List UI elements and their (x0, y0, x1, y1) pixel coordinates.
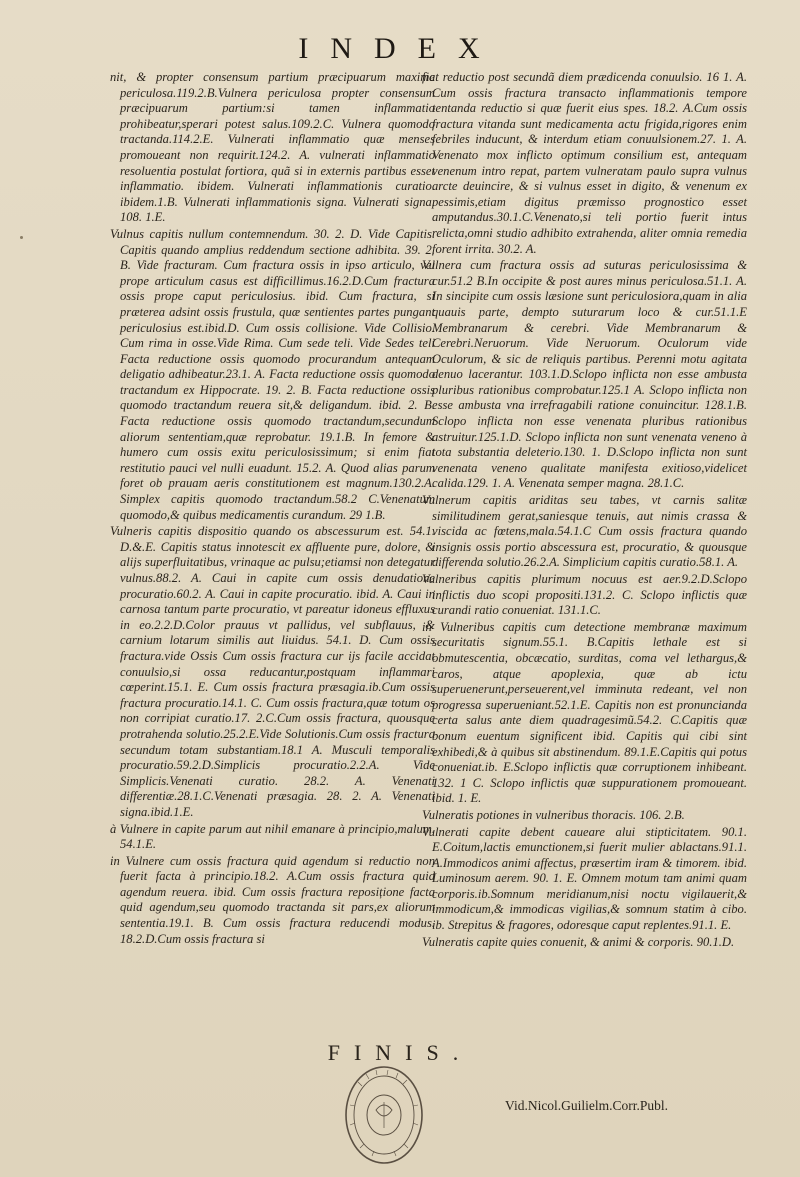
index-entry: Vulneratis potiones in vulneribus thoracis. 106. 2.B. (422, 807, 685, 822)
index-entry: Vulnera cum fractura ossis ad suturas periculosissima & cur.51.2 B.In occipite & post aures minus periculosa.51.1. A. In sincipite cum ossis læsione sunt periculosiora,quam in alia quauis parte, dempto suturarum loco & cur.51.1.E Membranarum & cerebri. Vide Membranarum & Cerebri.Neruorum. Vide Neruorum. Oculorum vide Oculorum, & sic de reliquis partibus. Perenni motu agitata denuo lacerantur. 103.1.D.Sclopo inflicta non esse ambusta pluribus rationibus comprobatur.125.1 A. Sclopo inflicta non esse ambusta vna irrefragabili ratione conuincitur. 128.1.B. Sclopo inflicta non esse venenata pluribus rationibus astruitur.125.1.D. Sclopo inflicta non sunt venenata veneno à tota substantia deleterio.130. 1. D.Sclopo inflicta non sunt venenata veneno qualitate manifesta exitioso,videlicet calida.129. 1. A. Venenata semper magna. 28.1.C. (422, 258, 747, 491)
library-stamp-icon (340, 1060, 428, 1170)
index-entry: Vulnerum capitis ariditas seu tabes, vt carnis salitæ similitudinem gerat,saniesque tenuis, aut nimis crassa & viscida ac fœtens,mala.54.1.C Cum ossis fractura quando insignis ossis portio abscessura est, procuratio, & quousque differenda solutio.26.2.A. Simplicium capitis curatio.58.1. A. (422, 493, 747, 570)
index-column-right (422, 70, 747, 951)
finis-heading: FINIS. (327, 1040, 473, 1065)
approval-signature: Vid.Nicol.Guilielm.Corr.Publ. (505, 1098, 669, 1113)
index-entry: Vulneris capitis dispositio quando os abscessurum est. 54.1. D.&.E. Capitis status innotescit ex affluente pure, dolore, & alijs superfluitatibus, vrinaque ac pulsu;etiamsi non detegatur vulnus.88.2. A. Caui in capite cum ossis denudatione procuratio.60.2. A. Caui in capite procuratio. ibid. A. Caui in carnosa tantum parte procuratio, vt pareatur idoneus effluxus in eo.2.2.D.Color prauus vt pallidus, vel subflauus, & carnium lotarum similis aut liuidus. 54.1. D. Cum ossis fractura.vide Ossis Cum ossis fractura cur ijs facile accidat conuulsio,si ossa reducantur,postquam inflammari cœperint.15.1. E. Cum ossis fractura præsagia.ib.Cum ossis fractura procuratio.14.1. C. Cum ossis fractura,quæ totum os non corripiat curatio.17. 2.C.Cum ossis fractura, quousque protrahenda solutio.25.2.E.Vide Solutionis.Cum ossis fractura secundum totam substantiam.18.1 A. Musculi temporalis procuratio.59.2.D.Simplicis procuratio.2.2.A. Vide Simplicis.Venenati curatio. 28.2. A. Venenati differentiæ.28.1.C.Venenati præsagia. 28. 2. A. Venenati signa.ibid.1.E. (110, 524, 435, 819)
index-column-left (110, 70, 435, 948)
index-entry: in Vulneribus capitis cum detectione membranæ maximum securitatis signum.55.1. B.Capitis lethale est si obmutescentia, obcæcatio, surditas, coma vel lethargus,& caros, atque apoplexia, quæ ab ictu superuenerunt,perseuerent,vel imminuta redeant, vel non progressa superueniant.52.1.E. Capitis non est pronuncianda certa salus ante diem quadragesimũ.54.2. C.Capitis quæ bonum euentum significent ibid. Capitis qui cibi sint exhibedi,& à quibus sit abstinendum. 89.1.E.Capitis qui potus conueniat.ib. E.Sclopo inflictis quæ corruptionem inhibeant. 132. 1 C. Sclopo inflictis quæ suppurationem promoueant. ibid. 1. E. (422, 619, 747, 806)
paper-speck (20, 236, 23, 239)
index-entry: Vulneratis capite quies conuenit, & animi & corporis. 90.1.D. (422, 934, 735, 949)
index-entry: fiat reductio post secundã diem prædicenda conuulsio. 16 1. A. Cum ossis fractura transacto inflammationis tempore tentanda reductio si quæ fuerit eius spes. 18.2. A.Cum ossis fractura vitanda sunt medicamenta actu frigida,rigores enim febriles inducunt, & interdum etiam conuulsionem.27. 1. A. Venenato mox inflicto optimum consilium est, antequam venenum intro repat, partem vulneratam paulo supra vulnus arcte deuincire, & si vulnus esset in digito, & venenum ex pessimis,etiam digitus præmisso prognostico esset amputandus.30.1.C.Venenato,si teli portio fuerit intus relicta,omni studio adhibito extrahenda, aliter omnia remedia forent irrita. 30.2. A. (422, 70, 747, 256)
index-entry: Vulnus capitis nullum contemnendum. 30. 2. D. Vide Capitis. Capitis quando amplius reddendum sectione adhibita. 39. 2. B. Vide fracturam. Cum fractura ossis in ipso articulo, vel prope articulum casus est difficillimus.16.2.D.Cum fractura ossis prope caput periculosius. ibid. Cum fractura, si præterea adsint ossis frustula, quæ sentientes partes pungant periculosius est.ibid.D. Cum ossis collisione. Vide Collisio. Cum rima in osse.Vide Rima. Cum sede teli. Vide Sedes teli Facta reductione ossis quomodo procurandum antequam deligatio adhibeatur.23.1. A. Facta reductione ossis quomodo tractandum ex Hippocrate. 19. 2. B. Facta reductione ossis quomodo tractandum reuera sit,& deligandum. ibid. 2. B. Facta reductione ossis quomodo tractandum,secundum aliorum sententiam,quæ reprobatur. 19.1.B. In femore & humero cum ossis exitu periculosissimum; si enim fiat restitutio pauci vel nulli euadunt. 15.2. A. Quod alias parum foret ob prauam aeris constitutionem est magnum.130.2.A. Simplex capitis quomodo tractandum.58.2 C.Venenatum quomodo,& quibus medicamentis curandum. 29 1.B. (110, 226, 435, 522)
index-entry: Vulnerati capite debent caueare alui stipticitatem. 90.1. E.Coitum,lactis emunctionem,si fuerit mulier ablactans.91.1. A.Immodicos animi affectus, præsertim iram & timorem. ibid. Luminosum aerem. 90. 1. E. Omnem motum tam animi quam corporis.ib.Somnum meridianum,nisi noctu vigilauerit,& immodicum,& immodicas vigilias,& somnum statim à cibo. ib. Strepitus & fragores, odoresque caput replentes.91.1. E. (422, 824, 747, 933)
index-entry: nit, & propter consensum partium præcipuarum maxime periculosa.119.2.B.Vulnera periculosa propter consensum præcipuarum partium:si tamen inflammatio prohibeatur,sperari potest salus.109.2.C. Vulnera quomodo tractanda.114.2.E. Vulnerati inflammatio quæ menses promoueant non requirit.124.2. A. vulnerati inflammatio resoluentia postulat fortiora, quã si in externis partibus esset inflammatio. ibidem. Vulnerati inflammationis curatio. ibidem.1.B. Vulnerati inflammationis signa. Vulnerati signa. 108. 1.E. (110, 70, 435, 225)
page-title: INDEX (298, 32, 502, 65)
index-entry: à Vulnere in capite parum aut nihil emanare à principio,malum. 54.1.E. (110, 821, 435, 852)
index-entry: Vulneribus capitis plurimum nocuus est aer.9.2.D.Sclopo inflictis duo scopi propositi.131.2. C. Sclopo inflictis quæ curandi ratio conueniat. 131.1.C. (422, 572, 747, 618)
index-entry: in Vulnere cum ossis fractura quid agendum si reductio non fuerit facta à principio.18.2. A.Cum ossis fractura quid agendum reuera. ibid. Cum ossis fractura reposițione facta quid agendum,seu quomodo tractanda sit pars,ex aliorum sententia.19.1. B. Cum ossis fractura reducendi modus. 18.2.D.Cum ossis fractura si (110, 853, 435, 946)
